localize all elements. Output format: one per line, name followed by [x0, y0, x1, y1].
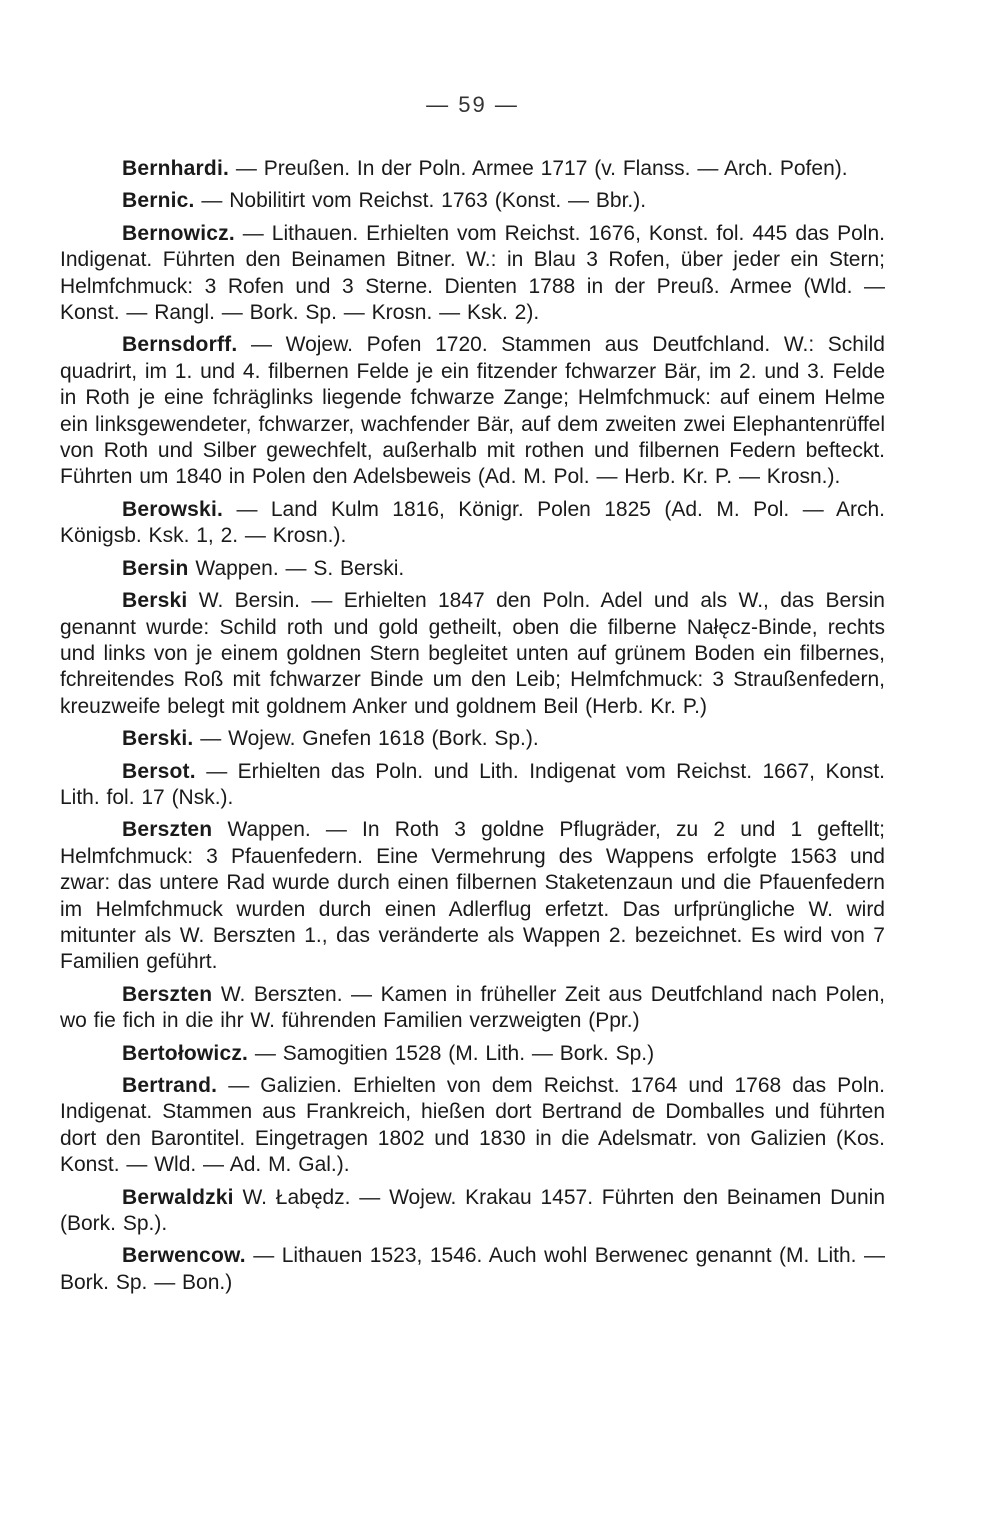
entry-name: Berwaldzki — [122, 1185, 234, 1209]
entry — [60, 817, 885, 975]
entry-text: — Lithauen 1523, 1546. Auch wohl Berwenec genannt (M. Lith. — Bork. Sp. — Bon.) — [60, 1244, 885, 1294]
entry-name: Berwencow. — [122, 1244, 246, 1268]
entry-name: Berski. — [122, 727, 194, 751]
entry-name: Bernsdorff. — [122, 333, 238, 357]
entry-text: — Lithauen. Erhielten vom Reichst. 1676, Konst. fol. 445 das Poln. Indigenat. Führten den Beinamen Bitner. W.: in Blau 3 Rofen, über jeder ein Stern; Helmfchmuck: 3 Rofen und 3 Sterne. Dienten 1788 in der Preuß. Armee (Wld. — Konst. — Rangl. — Bork. Sp. — Krosn. — Ksk. 2). — [60, 221, 885, 325]
entry-text: — Wojew. Pofen 1720. Stammen aus Deutfchland. W.: Schild quadrirt, im 1. und 4. filbernen Felde je ein fitzender fchwarzer Bär, im 2. und 3. Felde in Roth je eine fchräglinks liegende fchwarze Zange; Helmfchmuck: auf einem Helme ein linksgewendeter, fchwarzer, wachfender Bär, auf dem zweiten zwei Elephantenrüffel von Roth und Silber gewechfelt, außerhalb mit rothen und filbernen Federn befteckt. Führten um 1840 in Polen den Adelsbeweis (Ad. M. Pol. — Herb. Kr. P. — Krosn.). — [60, 333, 885, 489]
entry-text: — Nobilitirt vom Reichst. 1763 (Konst. — Bbr.). — [194, 189, 647, 213]
entry-name: Berowski. — [122, 497, 224, 521]
entry-list — [60, 156, 885, 1296]
entry — [60, 156, 885, 182]
entry-text: — Wojew. Gnefen 1618 (Bork. Sp.). — [193, 727, 539, 751]
entry — [60, 332, 885, 490]
entry — [60, 982, 885, 1035]
entry-name: Bertrand. — [122, 1074, 218, 1097]
entry — [60, 759, 885, 812]
entry-text: — Galizien. Erhielten von dem Reichst. 1764 und 1768 das Poln. Indigenat. Stammen aus Frankreich, hießen dort Bertrand de Domballes und führten dort den Barontitel. Eingetragen 1802 und 1830 in die Adelsmatr. von Galizien (Kos. Konst. — Wld. — Ad. M. Gal.). — [60, 1074, 885, 1177]
entry-name: Berski — [122, 589, 188, 613]
entry-text: W. Łabędz. — Wojew. Krakau 1457. Führten den Beinamen Dunin (Bork. Sp.). — [60, 1185, 885, 1236]
entry — [60, 188, 885, 214]
entry-name: Bernowicz. — [122, 221, 235, 245]
entry-name: Bernic. — [122, 189, 195, 213]
entry-text: Wappen. — In Roth 3 goldne Pflugräder, zu 2 und 1 geftellt; Helmfchmuck: 3 Pfauenfedern. Eine Vermehrung des Wappens erfolgte 1563 und zwar: das untere Rad wurde durch einen filbernen Staketenzaun und die Pfauenfedern im Helmfchmuck wurden durch einen Adlerflug erfetzt. Das urfprüngliche W. wird mitunter als W. Berszten 1., das veränderte als Wappen 2. bezeichnet. Es wird von 7 Familien geführt. — [60, 818, 885, 974]
entry-name: Bertołowicz. — [122, 1041, 249, 1065]
entry — [60, 1243, 885, 1296]
entry-text: W. Bersin. — Erhielten 1847 den Poln. Adel und als W., das Bersin genannt wurde: Schild roth und gold getheilt, oben die filberne Nałęcz-Binde, rechts und links von je einem goldnen Stern begleitet unten auf grünem Boden ein filbernes, fchreitendes Roß mit fchwarzer Binde um den Leib; Helmfchmuck: 3 Straußenfedern, kreuzweife belegt mit goldnem Anker und goldnem Beil (Herb. Kr. P.) — [60, 589, 885, 718]
entry — [60, 556, 885, 582]
entry-name: Berszten — [122, 818, 213, 842]
entry — [60, 497, 885, 550]
page-number: — 59 — — [426, 92, 519, 117]
entry — [60, 588, 885, 720]
entry — [60, 1185, 885, 1238]
entry — [60, 1041, 885, 1067]
entry — [60, 1073, 885, 1179]
entry-text: — Preußen. In der Poln. Armee 1717 (v. Flanss. — Arch. Pofen). — [229, 157, 848, 180]
entry — [60, 726, 885, 752]
entry-name: Bersot. — [122, 759, 196, 783]
entry-name: Bernhardi. — [122, 157, 230, 180]
entry-text: — Erhielten das Poln. und Lith. Indigenat vom Reichst. 1667, Konst. Lith. fol. 17 (Nsk.). — [60, 759, 885, 809]
entry-text: — Land Kulm 1816, Königr. Polen 1825 (Ad. M. Pol. — Arch. Königsb. Ksk. 1, 2. — Krosn.). — [60, 497, 885, 548]
entry-text: Wappen. — S. Berski. — [188, 556, 405, 580]
entry-name: Berszten — [122, 982, 213, 1006]
entry — [60, 221, 885, 327]
entry-text: W. Berszten. — Kamen in früheller Zeit aus Deutfchland nach Polen, wo fie fich in die ihr W. führenden Familien verzweigten (Ppr.) — [60, 982, 885, 1033]
entry-name: Bersin — [122, 556, 189, 580]
entry-text: — Samogitien 1528 (M. Lith. — Bork. Sp.) — [248, 1041, 655, 1065]
